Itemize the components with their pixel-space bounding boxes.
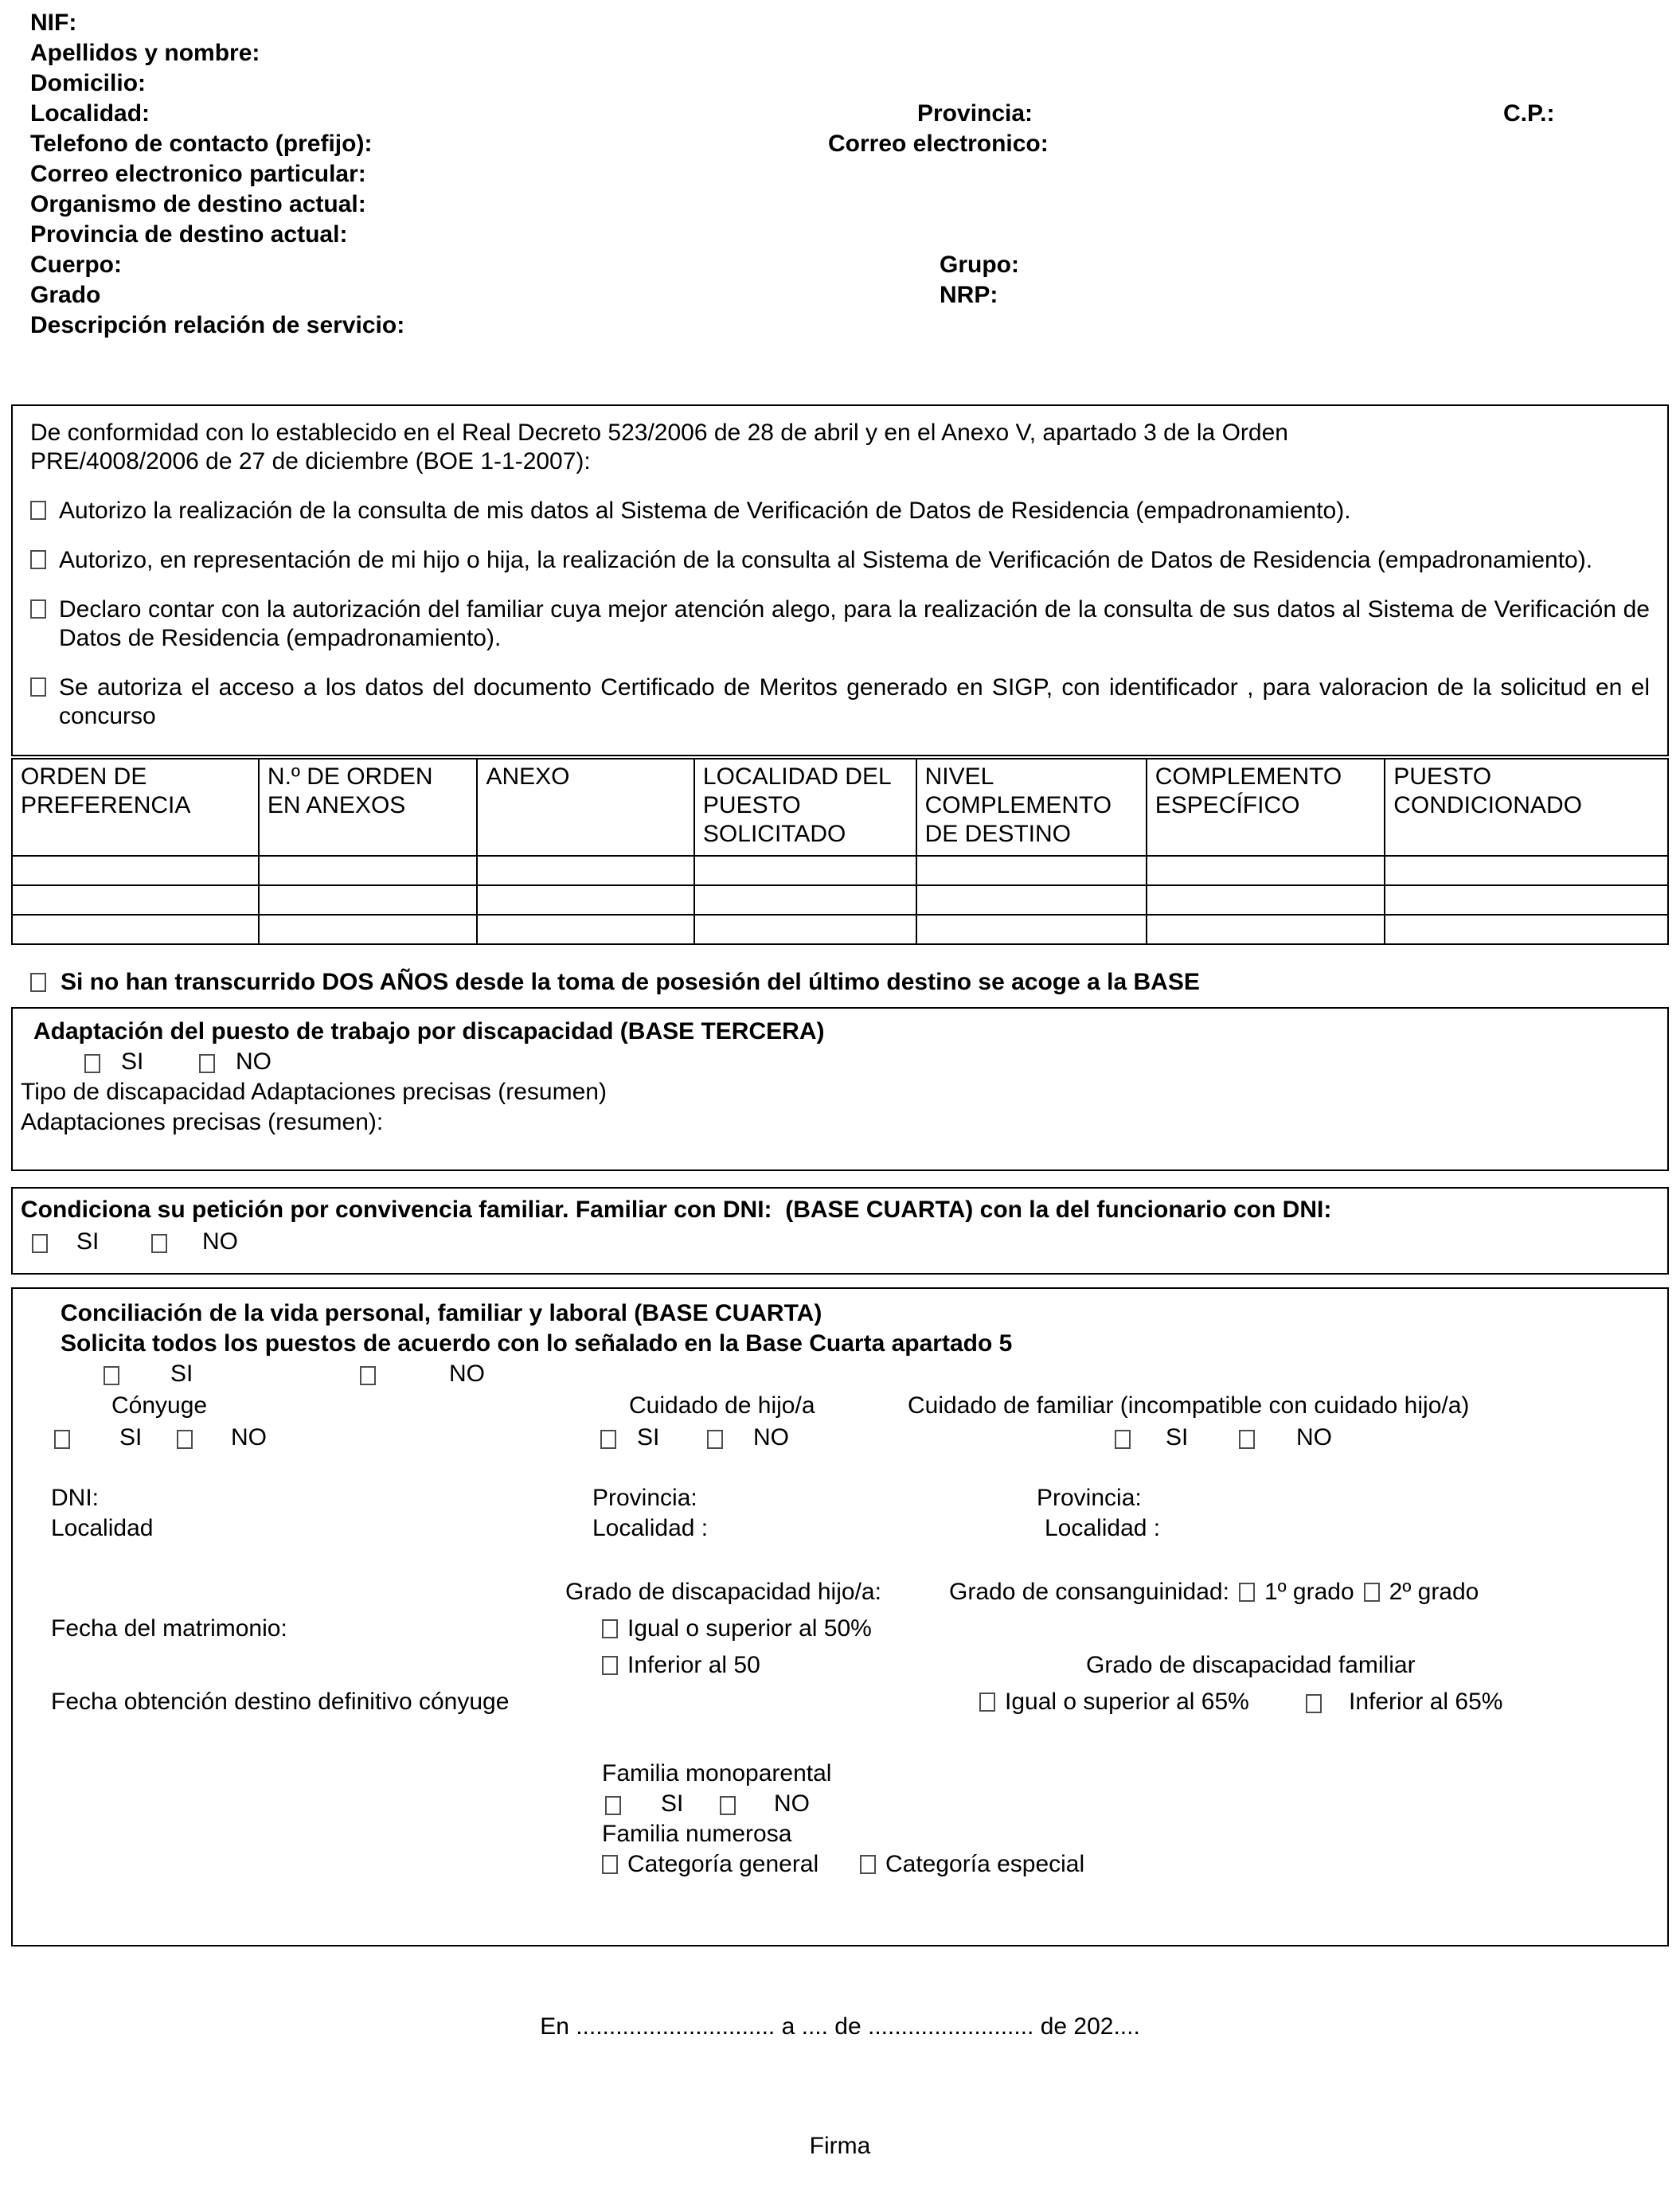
conciliacion-section	[11, 1287, 1669, 1946]
nif-label: NIF:	[30, 10, 77, 36]
checkbox-conyuge-no[interactable]	[177, 1430, 193, 1449]
cuidado-hijo-label: Cuidado de hijo/a	[629, 1392, 815, 1419]
si-label: SI	[661, 1790, 684, 1817]
no-label: NO	[231, 1424, 267, 1451]
telefono-label: Telefono de contacto (prefijo):	[30, 131, 373, 157]
table-cell[interactable]	[1147, 915, 1385, 944]
table-cell[interactable]	[1147, 856, 1385, 885]
checkbox-solicita-todos-si[interactable]	[104, 1366, 119, 1385]
form-row	[13, 1579, 1667, 1609]
categoria-especial-group	[860, 1851, 1084, 1878]
familia-numerosa-label: Familia numerosa	[602, 1821, 792, 1847]
tipo-discapacidad-label: Tipo de discapacidad Adaptaciones precisas (resumen)	[21, 1079, 607, 1105]
form-row	[13, 1790, 1667, 1821]
cp-label: C.P.:	[1503, 100, 1555, 127]
dni-label: DNI:	[51, 1485, 99, 1511]
date-line: En .............................. a .... de ......................... de 202....	[540, 2013, 1140, 2040]
form-row	[0, 282, 1680, 312]
grupo-label: Grupo:	[940, 252, 1019, 278]
checkbox-igual-superior-50[interactable]	[602, 1619, 618, 1638]
consent-option-label: Se autoriza el acceso a los datos del documento Certificado de Meritos generado en SIGP, con identificador , para valoracion de la solicitud en el concurso	[59, 674, 1650, 729]
correo-label: Correo electronico:	[828, 131, 1049, 157]
igual-superior-65-label: Igual o superior al 65%	[1005, 1689, 1249, 1715]
form-row	[13, 1048, 1667, 1079]
igual-superior-50-group	[602, 1615, 872, 1642]
igual-superior-65-group	[979, 1689, 1249, 1716]
checkbox-autorizacion-familiar[interactable]	[30, 599, 46, 619]
apellidos-label: Apellidos y nombre:	[30, 40, 260, 66]
consent-option-label: Autorizo, en representación de mi hijo o hija, la realización de la consulta al Sistema de Verificación de Datos de Residencia (empadronamiento).	[59, 547, 1593, 573]
checkbox-cuidado-hijo-si[interactable]	[600, 1430, 616, 1449]
form-row	[0, 70, 1680, 100]
table-cell[interactable]	[12, 885, 259, 915]
form-row	[0, 131, 1680, 161]
localidad-familiar-label: Localidad :	[1045, 1515, 1161, 1541]
fecha-matrimonio-label: Fecha del matrimonio:	[51, 1615, 287, 1642]
form-row	[13, 1227, 1667, 1260]
form-row	[0, 191, 1680, 221]
conyuge-label: Cónyuge	[111, 1392, 208, 1419]
table-cell[interactable]	[1385, 885, 1668, 915]
si-label: SI	[119, 1424, 143, 1451]
form-row	[13, 1300, 1667, 1330]
form-row	[0, 221, 1680, 252]
form-row	[13, 1392, 1667, 1424]
localidad-label: Localidad:	[30, 100, 150, 127]
consent-option-label: Autorizo la realización de la consulta de mis datos al Sistema de Verificación de Datos de Residencia (empadronamiento).	[59, 498, 1351, 524]
fecha-obtencion-label: Fecha obtención destino definitivo cónyuge	[51, 1689, 510, 1715]
table-cell[interactable]	[694, 856, 916, 885]
table-cell[interactable]	[259, 915, 478, 944]
adaptaciones-precisas-label: Adaptaciones precisas (resumen):	[21, 1109, 384, 1135]
consent-intro: De conformidad con lo establecido en el Real Decreto 523/2006 de 28 de abril y en el Anexo V, apartado 3 de la Orden PRE/4008/2006 de 27 de diciembre (BOE 1-1-2007):	[30, 420, 1288, 474]
form-row	[0, 312, 1680, 342]
domicilio-label: Domicilio:	[30, 70, 147, 96]
conciliacion-title: Conciliación de la vida personal, familiar y laboral (BASE CUARTA)	[61, 1300, 822, 1326]
adaptacion-section	[11, 1007, 1669, 1171]
form-row	[13, 1018, 1667, 1048]
si-label: SI	[76, 1228, 100, 1255]
dos-anos-line	[30, 967, 1669, 998]
grado-discapacidad-hijo-label: Grado de discapacidad hijo/a:	[565, 1579, 881, 1605]
checkbox-inferior-65[interactable]	[1306, 1694, 1322, 1713]
cuidado-familiar-label: Cuidado de familiar (incompatible con cuidado hijo/a)	[908, 1392, 1470, 1419]
form-row	[0, 161, 1680, 191]
form-row	[0, 40, 1680, 70]
no-label: NO	[449, 1361, 485, 1387]
table-cell[interactable]	[916, 856, 1147, 885]
form-row	[13, 1760, 1667, 1790]
categoria-general-group	[602, 1851, 819, 1878]
localidad-conyuge-label: Localidad	[51, 1515, 154, 1541]
checkbox-cuidado-familiar-si[interactable]	[1115, 1430, 1131, 1449]
form-row	[13, 1821, 1667, 1851]
column-header-anexo: ANEXO	[477, 759, 693, 856]
checkbox-1-grado[interactable]	[1239, 1583, 1255, 1602]
familia-monoparental-label: Familia monoparental	[602, 1760, 832, 1786]
checkbox-condiciona-si[interactable]	[32, 1234, 48, 1253]
grado-discapacidad-familiar-label: Grado de discapacidad familiar	[1086, 1652, 1416, 1678]
checkbox-certificado-meritos[interactable]	[30, 677, 46, 697]
table-cell[interactable]	[12, 915, 259, 944]
categoria-especial-label: Categoría especial	[885, 1851, 1085, 1877]
inferior-50-group	[602, 1652, 760, 1679]
checkbox-solicita-todos-no[interactable]	[360, 1366, 376, 1385]
categoria-general-label: Categoría general	[627, 1851, 819, 1877]
consent-option	[30, 546, 1650, 575]
checkbox-consulta-residencia[interactable]	[30, 501, 46, 520]
table-cell[interactable]	[1385, 915, 1668, 944]
form-row	[0, 10, 1680, 40]
form-row	[13, 1197, 1667, 1227]
localidad-hijo-label: Localidad :	[592, 1515, 709, 1541]
form-row	[0, 100, 1680, 131]
inferior-50-label: Inferior al 50	[627, 1652, 760, 1678]
consent-option-label: Declaro contar con la autorización del familiar cuya mejor atención alego, para la realización de la consulta de sus datos al Sistema de Verificación de Datos de Residencia (empadronamiento).	[59, 596, 1650, 651]
descripcion-label: Descripción relación de servicio:	[30, 312, 405, 338]
table-cell[interactable]	[1147, 885, 1385, 915]
table-cell[interactable]	[916, 915, 1147, 944]
table-row	[12, 856, 1668, 885]
table-cell[interactable]	[694, 885, 916, 915]
column-header-puesto-condicionado: PUESTO CONDICIONADO	[1385, 759, 1668, 856]
table-row	[12, 885, 1668, 915]
igual-superior-50-label: Igual o superior al 50%	[627, 1615, 872, 1642]
consent-section	[11, 404, 1669, 756]
correo-particular-label: Correo electronico particular:	[30, 161, 366, 187]
form-row	[13, 1689, 1667, 1719]
consent-option	[30, 497, 1650, 525]
form-row	[13, 1515, 1667, 1545]
personal-data-section	[0, 0, 1680, 342]
form-row	[13, 1615, 1667, 1646]
checkbox-monoparental-no[interactable]	[720, 1796, 736, 1815]
form-row	[13, 1361, 1667, 1392]
provincia-label: Provincia:	[917, 100, 1033, 127]
no-label: NO	[202, 1228, 238, 1255]
condiciona-title: Condiciona su petición por convivencia familiar. Familiar con DNI: (BASE CUARTA) con la del funcionario con DNI:	[21, 1197, 1332, 1223]
consent-option	[30, 595, 1650, 653]
table-cell[interactable]	[694, 915, 916, 944]
checkbox-inferior-50[interactable]	[602, 1656, 618, 1675]
condiciona-section	[11, 1187, 1669, 1275]
table-cell[interactable]	[1385, 856, 1668, 885]
column-header-nivel-complemento: NIVEL COMPLEMENTO DE DESTINO	[916, 759, 1147, 856]
column-header-orden-preferencia: ORDEN DE PREFERENCIA	[12, 759, 259, 856]
consent-option	[30, 674, 1650, 731]
form-row	[13, 1330, 1667, 1361]
table-row	[12, 915, 1668, 944]
si-label: SI	[637, 1424, 660, 1451]
grado-1-label: 1º grado	[1264, 1579, 1354, 1605]
preference-table	[11, 758, 1669, 945]
checkbox-cuidado-familiar-no[interactable]	[1239, 1430, 1255, 1449]
table-cell[interactable]	[477, 856, 693, 885]
provincia-destino-label: Provincia de destino actual:	[30, 221, 348, 248]
table-cell[interactable]	[916, 885, 1147, 915]
provincia-hijo-label: Provincia:	[592, 1485, 697, 1511]
checkbox-categoria-general[interactable]	[602, 1855, 618, 1874]
conciliacion-subtitle: Solicita todos los puestos de acuerdo con lo señalado en la Base Cuarta apartado 5	[61, 1330, 1013, 1357]
no-label: NO	[753, 1424, 789, 1451]
checkbox-igual-superior-65[interactable]	[979, 1693, 995, 1712]
table-header-row	[12, 759, 1668, 856]
checkbox-dos-anos[interactable]	[30, 973, 46, 992]
column-header-num-orden-anexos: N.º DE ORDEN EN ANEXOS	[259, 759, 478, 856]
checkbox-consulta-hijo[interactable]	[30, 550, 46, 569]
dos-anos-label: Si no han transcurrido DOS AÑOS desde la toma de posesión del último destino se acoge a la BASE	[61, 969, 1200, 995]
signature-label: Firma	[809, 2133, 871, 2159]
table-cell[interactable]	[477, 915, 693, 944]
no-label: NO	[774, 1790, 810, 1817]
checkbox-condiciona-no[interactable]	[151, 1234, 167, 1253]
checkbox-adaptacion-no[interactable]	[199, 1054, 215, 1073]
checkbox-categoria-especial[interactable]	[860, 1855, 876, 1874]
form-row	[0, 252, 1680, 282]
table-cell[interactable]	[477, 885, 693, 915]
checkbox-2-grado[interactable]	[1364, 1583, 1380, 1602]
adaptacion-title: Adaptación del puesto de trabajo por discapacidad (BASE TERCERA)	[33, 1018, 825, 1044]
form-row	[13, 1851, 1667, 1881]
checkbox-monoparental-si[interactable]	[605, 1796, 621, 1815]
table-cell[interactable]	[12, 856, 259, 885]
grado-consanguinidad-group	[949, 1579, 1479, 1606]
provincia-familiar-label: Provincia:	[1037, 1485, 1142, 1511]
grado-2-label: 2º grado	[1389, 1579, 1479, 1605]
form-row	[13, 1485, 1667, 1515]
si-label: SI	[121, 1048, 144, 1075]
column-header-localidad-puesto: LOCALIDAD DEL PUESTO SOLICITADO	[694, 759, 916, 856]
checkbox-conyuge-si[interactable]	[54, 1430, 70, 1449]
organismo-label: Organismo de destino actual:	[30, 191, 366, 217]
form-row	[13, 1109, 1667, 1139]
grado-consanguinidad-label: Grado de consanguinidad:	[949, 1579, 1229, 1605]
checkbox-cuidado-hijo-no[interactable]	[707, 1430, 723, 1449]
no-label: NO	[236, 1048, 272, 1075]
table-cell[interactable]	[259, 856, 478, 885]
table-cell[interactable]	[259, 885, 478, 915]
form-row	[13, 1079, 1667, 1109]
cuerpo-label: Cuerpo:	[30, 252, 122, 278]
si-label: SI	[1166, 1424, 1189, 1451]
nrp-label: NRP:	[940, 282, 998, 308]
checkbox-adaptacion-si[interactable]	[84, 1054, 100, 1073]
grado-label: Grado	[30, 282, 101, 308]
column-header-complemento-especifico: COMPLEMENTO ESPECÍFICO	[1147, 759, 1385, 856]
inferior-65-label: Inferior al 65%	[1349, 1689, 1503, 1715]
no-label: NO	[1296, 1424, 1332, 1451]
si-label: SI	[170, 1361, 193, 1387]
form-row	[13, 1652, 1667, 1682]
form-row	[13, 1424, 1667, 1454]
